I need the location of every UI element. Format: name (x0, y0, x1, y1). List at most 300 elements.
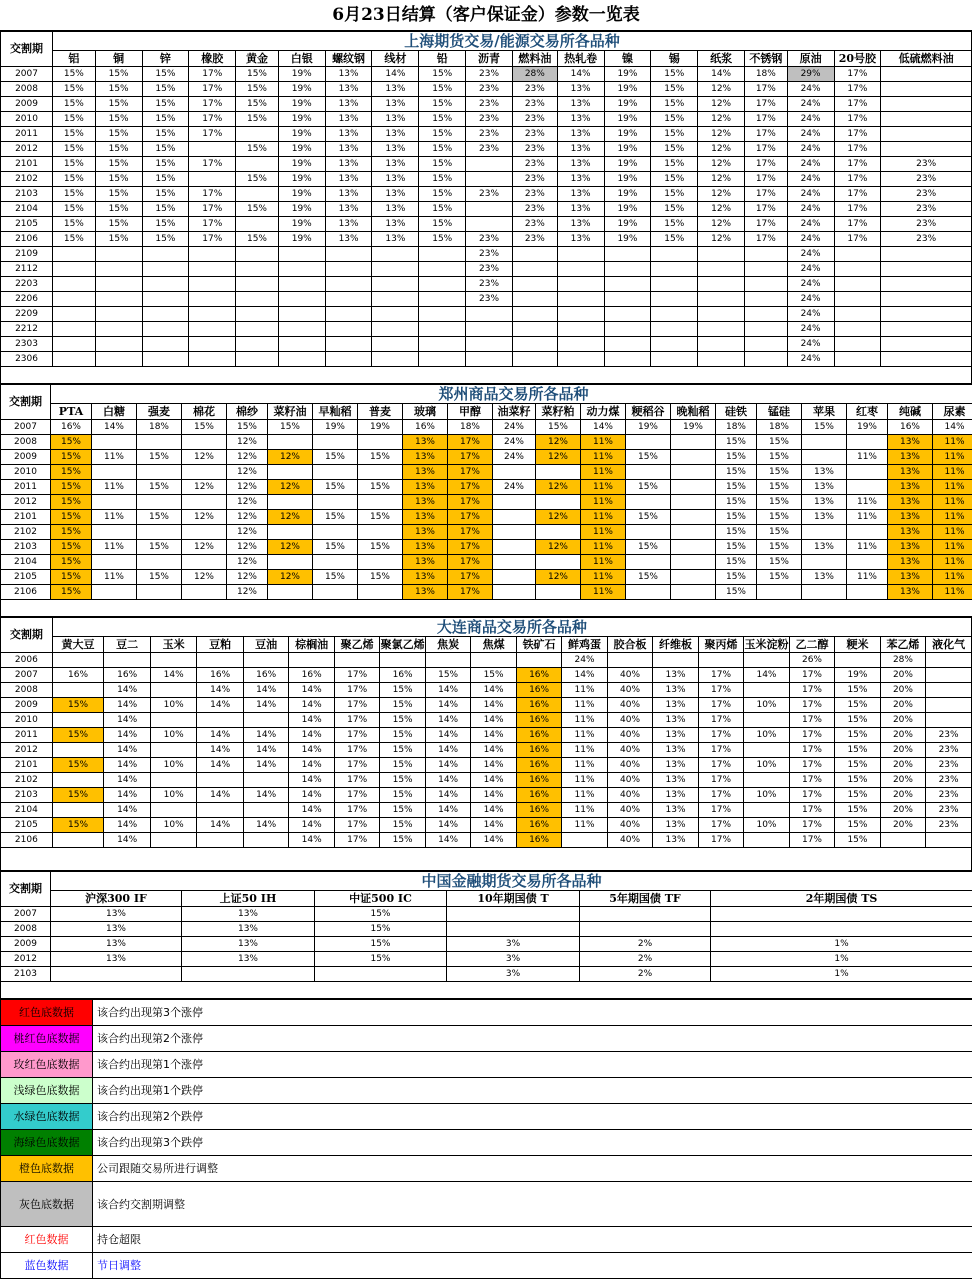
table-row (1, 525, 972, 540)
rate-cell: 13% (653, 713, 698, 728)
rate-cell: 13% (888, 465, 933, 480)
rate-cell (150, 773, 197, 788)
rate-cell: 15% (51, 495, 92, 510)
rate-cell: 24% (787, 217, 834, 232)
rate-cell: 12% (227, 480, 268, 495)
rate-cell: 15% (53, 157, 96, 172)
section-table-3 (0, 871, 972, 999)
rate-cell (881, 292, 972, 307)
rate-cell: 16% (516, 668, 561, 683)
legend-description: 该合约出现第1个涨停 (93, 1052, 972, 1078)
rate-cell: 15% (757, 510, 802, 525)
table-row (1, 450, 972, 465)
table-row (1, 307, 972, 322)
rate-cell: 24% (493, 435, 536, 450)
rate-cell (53, 307, 96, 322)
rate-cell: 14% (562, 668, 607, 683)
rate-cell: 12% (182, 510, 227, 525)
period-cell: 2102 (1, 773, 53, 788)
rate-cell: 17% (745, 127, 788, 142)
rate-cell: 13% (653, 788, 698, 803)
rate-cell: 23% (881, 172, 972, 187)
rate-cell: 19% (278, 67, 325, 82)
rate-cell: 13% (403, 555, 448, 570)
rate-cell (236, 127, 279, 142)
column-header: 橡胶 (189, 51, 236, 67)
rate-cell (847, 480, 888, 495)
rate-cell (358, 525, 403, 540)
period-cell: 2106 (1, 232, 53, 247)
rate-cell (604, 262, 651, 277)
rate-cell (268, 525, 313, 540)
rate-cell (557, 352, 604, 367)
rate-cell: 15% (835, 713, 880, 728)
rate-cell: 17% (745, 97, 788, 112)
rate-cell: 15% (52, 818, 104, 833)
rate-cell (626, 555, 671, 570)
rate-cell (142, 262, 189, 277)
rate-cell: 14% (289, 833, 334, 848)
column-header: 棉纱 (227, 404, 268, 420)
rate-cell: 15% (380, 713, 425, 728)
table-row (1, 232, 972, 247)
rate-cell: 15% (142, 217, 189, 232)
rate-cell: 13% (372, 202, 419, 217)
rate-cell: 12% (227, 510, 268, 525)
rate-cell: 13% (325, 202, 372, 217)
rate-cell: 13% (802, 465, 847, 480)
rate-cell: 14% (425, 773, 470, 788)
rate-cell (447, 907, 580, 922)
rate-cell (847, 525, 888, 540)
period-cell: 2007 (1, 420, 51, 435)
rate-cell: 17% (834, 112, 881, 127)
column-header: 焦煤 (471, 637, 516, 653)
rate-cell: 12% (698, 202, 745, 217)
rate-cell: 16% (243, 668, 288, 683)
rate-cell (425, 653, 470, 668)
column-header: 线材 (372, 51, 419, 67)
rate-cell: 16% (52, 668, 104, 683)
rate-cell: 17% (189, 67, 236, 82)
rate-cell: 24% (787, 337, 834, 352)
rate-cell (671, 585, 716, 600)
rate-cell (142, 277, 189, 292)
rate-cell: 13% (403, 585, 448, 600)
rate-cell (313, 555, 358, 570)
rate-cell: 16% (888, 420, 933, 435)
rate-cell (557, 262, 604, 277)
period-cell: 2010 (1, 713, 53, 728)
rate-cell: 11% (847, 450, 888, 465)
rate-cell: 13% (888, 495, 933, 510)
rate-cell (512, 337, 557, 352)
rate-cell: 12% (227, 450, 268, 465)
table-row (1, 337, 972, 352)
rate-cell: 11% (562, 743, 607, 758)
rate-cell: 19% (626, 420, 671, 435)
rate-cell: 15% (626, 450, 671, 465)
column-header: 铜 (95, 51, 142, 67)
rate-cell: 12% (268, 570, 313, 585)
rate-cell (95, 307, 142, 322)
rate-cell: 17% (334, 833, 379, 848)
period-cell: 2009 (1, 937, 51, 952)
rate-cell: 15% (419, 157, 466, 172)
table-row (1, 322, 972, 337)
rate-cell: 15% (95, 142, 142, 157)
rate-cell: 23% (512, 187, 557, 202)
rate-cell: 18% (137, 420, 182, 435)
rate-cell (536, 465, 581, 480)
column-header: 鲜鸡蛋 (562, 637, 607, 653)
rate-cell: 2% (580, 967, 711, 982)
rate-cell: 13% (653, 803, 698, 818)
column-header: 焦炭 (425, 637, 470, 653)
rate-cell (358, 495, 403, 510)
rate-cell (626, 495, 671, 510)
rate-cell (51, 967, 182, 982)
rate-cell: 19% (604, 67, 651, 82)
rate-cell (711, 907, 972, 922)
rate-cell: 19% (278, 112, 325, 127)
rate-cell: 13% (182, 937, 315, 952)
rate-cell (419, 307, 466, 322)
rate-cell: 13% (325, 232, 372, 247)
column-header: 5年期国债 TF (580, 891, 711, 907)
column-header: 动力煤 (581, 404, 626, 420)
rate-cell: 15% (716, 435, 757, 450)
rate-cell: 17% (789, 743, 834, 758)
table-row (1, 683, 972, 698)
rate-cell: 15% (236, 82, 279, 97)
legend-swatch-label: 橙色底数据 (1, 1156, 93, 1182)
rate-cell: 28% (512, 67, 557, 82)
rate-cell: 24% (787, 307, 834, 322)
rate-cell: 11% (581, 435, 626, 450)
rate-cell: 15% (835, 758, 880, 773)
rate-cell (197, 803, 244, 818)
rate-cell (419, 352, 466, 367)
column-header: 玉米 (150, 637, 197, 653)
column-header: 尿素 (933, 404, 972, 420)
rate-cell (834, 352, 881, 367)
rate-cell: 15% (380, 728, 425, 743)
legend-description: 该合约出现第3个涨停 (93, 1000, 972, 1026)
rate-cell: 15% (380, 818, 425, 833)
rate-cell: 13% (372, 97, 419, 112)
column-header: 燃料油 (512, 51, 557, 67)
rate-cell (137, 495, 182, 510)
rate-cell: 23% (512, 97, 557, 112)
rate-cell: 15% (51, 450, 92, 465)
rate-cell (698, 262, 745, 277)
rate-cell (745, 307, 788, 322)
rate-cell: 1% (711, 937, 972, 952)
rate-cell (268, 495, 313, 510)
rate-cell: 20% (880, 728, 925, 743)
rate-cell: 18% (745, 67, 788, 82)
rate-cell: 17% (698, 683, 743, 698)
rate-cell (372, 352, 419, 367)
rate-cell: 13% (653, 773, 698, 788)
rate-cell: 17% (745, 217, 788, 232)
rate-cell: 13% (372, 82, 419, 97)
rate-cell: 15% (651, 217, 698, 232)
rate-cell (150, 803, 197, 818)
period-cell: 2011 (1, 480, 51, 495)
rate-cell: 15% (757, 480, 802, 495)
rate-cell: 19% (313, 420, 358, 435)
period-cell: 2209 (1, 307, 53, 322)
rate-cell: 19% (278, 232, 325, 247)
rate-cell: 17% (698, 713, 743, 728)
rate-cell: 17% (448, 525, 493, 540)
rate-cell: 15% (313, 480, 358, 495)
table-row (1, 510, 972, 525)
legend-row (1, 1078, 972, 1104)
rate-cell: 15% (53, 82, 96, 97)
rate-cell: 10% (744, 788, 789, 803)
rate-cell (744, 743, 789, 758)
rate-cell: 15% (95, 187, 142, 202)
rate-cell: 16% (516, 698, 561, 713)
rate-cell: 11% (581, 570, 626, 585)
rate-cell: 17% (745, 142, 788, 157)
table-row (1, 713, 972, 728)
column-header: 聚乙烯 (334, 637, 379, 653)
rate-cell: 13% (325, 82, 372, 97)
rate-cell: 15% (716, 495, 757, 510)
rate-cell (580, 922, 711, 937)
legend-description: 该合约出现第2个涨停 (93, 1026, 972, 1052)
rate-cell (236, 277, 279, 292)
rate-cell: 10% (744, 818, 789, 833)
rate-cell: 14% (471, 698, 516, 713)
rate-cell: 17% (745, 187, 788, 202)
column-header: 沪深300 IF (51, 891, 182, 907)
rate-cell (142, 352, 189, 367)
rate-cell (847, 435, 888, 450)
rate-cell (493, 585, 536, 600)
rate-cell: 11% (562, 758, 607, 773)
rate-cell: 26% (789, 653, 834, 668)
rate-cell (53, 352, 96, 367)
column-header: 纤维板 (653, 637, 698, 653)
rate-cell: 15% (236, 112, 279, 127)
rate-cell (881, 247, 972, 262)
rate-cell: 16% (516, 683, 561, 698)
rate-cell (698, 292, 745, 307)
rate-cell: 15% (419, 112, 466, 127)
rate-cell: 23% (466, 127, 513, 142)
rate-cell: 14% (289, 743, 334, 758)
rate-cell: 14% (471, 818, 516, 833)
rate-cell: 15% (419, 82, 466, 97)
rate-cell: 14% (471, 788, 516, 803)
rate-cell (142, 322, 189, 337)
rate-cell: 12% (536, 570, 581, 585)
period-cell: 2212 (1, 322, 53, 337)
rate-cell: 17% (448, 585, 493, 600)
rate-cell: 16% (516, 818, 561, 833)
rate-cell (150, 743, 197, 758)
column-header: 豆油 (243, 637, 288, 653)
rate-cell (325, 352, 372, 367)
rate-cell: 13% (372, 217, 419, 232)
rate-cell (926, 683, 972, 698)
rate-cell (651, 292, 698, 307)
rate-cell (53, 337, 96, 352)
rate-cell: 13% (557, 112, 604, 127)
rate-cell: 15% (358, 510, 403, 525)
rate-cell (562, 833, 607, 848)
rate-cell: 12% (268, 450, 313, 465)
period-cell: 2106 (1, 833, 53, 848)
rate-cell (182, 555, 227, 570)
rate-cell (926, 833, 972, 848)
rate-cell (744, 683, 789, 698)
period-cell: 2010 (1, 112, 53, 127)
rate-cell: 23% (512, 217, 557, 232)
rate-cell: 17% (448, 540, 493, 555)
rate-cell: 23% (466, 277, 513, 292)
table-row (1, 540, 972, 555)
rate-cell (268, 465, 313, 480)
table-row (1, 818, 972, 833)
rate-cell: 13% (325, 157, 372, 172)
rate-cell: 23% (926, 818, 972, 833)
rate-cell (881, 127, 972, 142)
rate-cell (516, 653, 561, 668)
rate-cell (881, 112, 972, 127)
rate-cell (137, 525, 182, 540)
rate-cell (471, 653, 516, 668)
rate-cell: 14% (104, 803, 151, 818)
rate-cell: 17% (834, 97, 881, 112)
rate-cell: 16% (516, 833, 561, 848)
period-cell: 2008 (1, 922, 51, 937)
rate-cell (313, 585, 358, 600)
rate-cell: 11% (562, 683, 607, 698)
column-header: 棉花 (182, 404, 227, 420)
period-cell: 2102 (1, 525, 51, 540)
rate-cell: 15% (835, 773, 880, 788)
rate-cell: 14% (698, 67, 745, 82)
rate-cell: 15% (137, 510, 182, 525)
rate-cell: 15% (757, 435, 802, 450)
rate-cell: 17% (834, 217, 881, 232)
rate-cell (512, 352, 557, 367)
rate-cell (671, 435, 716, 450)
rate-cell: 11% (92, 570, 137, 585)
rate-cell: 15% (716, 570, 757, 585)
rate-cell: 15% (419, 67, 466, 82)
rate-cell (325, 277, 372, 292)
rate-cell (189, 292, 236, 307)
rate-cell: 14% (243, 683, 288, 698)
rate-cell: 17% (834, 127, 881, 142)
rate-cell: 17% (698, 728, 743, 743)
rate-cell: 15% (51, 525, 92, 540)
rate-cell: 17% (834, 82, 881, 97)
rate-cell: 13% (653, 683, 698, 698)
rate-cell (536, 555, 581, 570)
rate-cell: 17% (698, 743, 743, 758)
rate-cell (268, 435, 313, 450)
rate-cell: 13% (653, 758, 698, 773)
rate-cell (744, 713, 789, 728)
rate-cell: 12% (536, 540, 581, 555)
rate-cell (53, 247, 96, 262)
rate-cell: 12% (182, 570, 227, 585)
rate-cell (698, 247, 745, 262)
rate-cell: 14% (289, 788, 334, 803)
table-row (1, 97, 972, 112)
column-header: 铝 (53, 51, 96, 67)
rate-cell: 20% (880, 758, 925, 773)
rate-cell: 11% (933, 510, 972, 525)
rate-cell (358, 585, 403, 600)
rate-cell: 13% (325, 142, 372, 157)
rate-cell (197, 713, 244, 728)
rate-cell (372, 247, 419, 262)
legend-swatch-label: 灰色底数据 (1, 1182, 93, 1227)
rate-cell (834, 322, 881, 337)
rate-cell (278, 277, 325, 292)
rate-cell: 12% (182, 540, 227, 555)
rate-cell: 23% (512, 232, 557, 247)
rate-cell (150, 833, 197, 848)
table-row (1, 247, 972, 262)
rate-cell (881, 262, 972, 277)
rate-cell: 15% (52, 788, 104, 803)
rate-cell: 15% (380, 743, 425, 758)
rate-cell: 13% (557, 187, 604, 202)
rate-cell: 19% (604, 157, 651, 172)
rate-cell: 15% (142, 67, 189, 82)
legend-row (1, 1156, 972, 1182)
period-header: 交割期 (1, 618, 53, 653)
rate-cell: 13% (372, 232, 419, 247)
rate-cell: 13% (557, 202, 604, 217)
rate-cell: 12% (698, 187, 745, 202)
rate-cell: 14% (581, 420, 626, 435)
rate-cell: 11% (847, 495, 888, 510)
rate-cell (52, 833, 104, 848)
rate-cell: 15% (142, 82, 189, 97)
rate-cell: 19% (278, 97, 325, 112)
rate-cell: 15% (95, 112, 142, 127)
rate-cell: 14% (425, 833, 470, 848)
rate-cell: 19% (604, 217, 651, 232)
rate-cell: 15% (651, 202, 698, 217)
rate-cell: 40% (607, 803, 652, 818)
rate-cell (493, 525, 536, 540)
rate-cell: 15% (358, 570, 403, 585)
rate-cell (745, 247, 788, 262)
rate-cell: 15% (419, 232, 466, 247)
rate-cell: 24% (787, 127, 834, 142)
rate-cell (604, 337, 651, 352)
rate-cell: 23% (512, 112, 557, 127)
table-row (1, 262, 972, 277)
column-header: 中证500 IC (315, 891, 447, 907)
period-cell: 2103 (1, 788, 53, 803)
rate-cell: 12% (698, 127, 745, 142)
table-row (1, 112, 972, 127)
rate-cell: 18% (448, 420, 493, 435)
